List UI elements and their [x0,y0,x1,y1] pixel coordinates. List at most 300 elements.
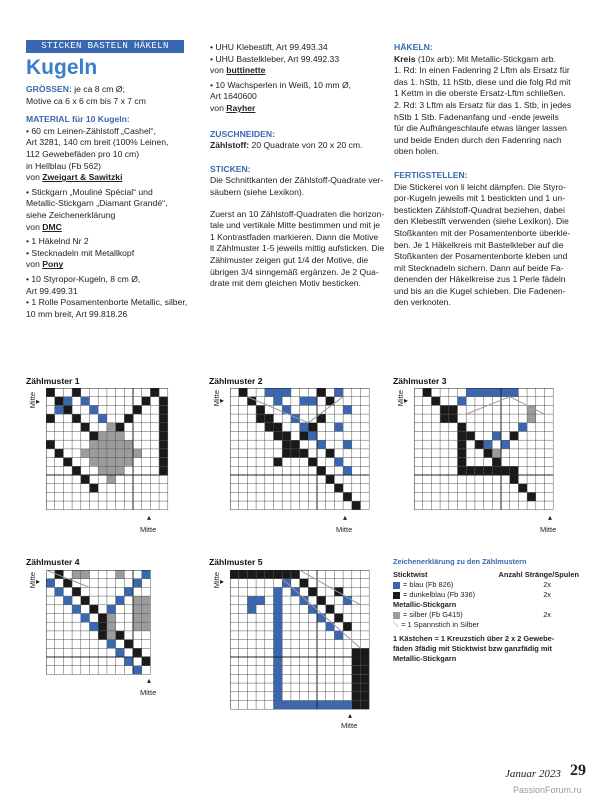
stitch-cell [466,432,475,441]
stitch-cell [274,587,283,596]
sticken-line: Zählmuster zeigen gut 1/4 der Motive, die [210,254,369,265]
stitch-cell [256,414,265,423]
stitch-cell [343,492,352,501]
stitch-cell [116,458,125,467]
stitch-cell [343,466,352,475]
stitch-cell [239,570,248,579]
sticken-line: 1 Kontrastfaden markieren. Dann die Motive [210,231,379,242]
stitch-cell [361,683,370,692]
stitch-cell [98,631,107,640]
stitch-cell [124,657,133,666]
haekeln-line: und beide Enden durch den Fadenring nach [394,134,562,145]
stitch-cell [484,449,493,458]
stitch-cell [116,631,125,640]
legend [393,557,583,664]
stitch-cell [361,692,370,701]
stitch-cell [230,570,239,579]
stitch-cell [326,605,335,614]
von-text: von [26,221,43,232]
stitch-cell [274,666,283,675]
sticken-line: übrigen 3/4 sinngemäß ergänzen. Je 2 Qua- [210,266,379,277]
stitch-cell [449,414,458,423]
stitch-cell [90,440,99,449]
stitch-cell [274,683,283,692]
stitch-cell [72,388,81,397]
stitch-cell [361,666,370,675]
material-line: 10 mm breit, Art 99.818.26 [26,308,128,319]
stitch-cell [159,458,168,467]
stitch-cell [265,423,274,432]
stitch-cell [282,405,291,414]
stitch-cell [81,423,90,432]
stitch-cell [133,405,142,414]
stitch-cell [518,423,527,432]
stitch-cell [72,466,81,475]
stitch-cell [116,449,125,458]
stitch-cell [274,640,283,649]
mitte-label: Mitte [341,721,358,730]
legend-note-line: Metallic-Stickgarn [393,654,457,663]
stitch-cell [458,397,467,406]
material-line: • Stickgarn „Mouliné Spécial“ und [26,186,153,197]
zuschneiden-text: 20 Quadrate von 20 x 20 cm. [249,140,363,151]
haekeln-head: HÄKELN: [394,42,433,52]
von-text: von [210,102,227,113]
zuschneiden-label: Zählstoff: [210,140,250,151]
stitch-cell [274,622,283,631]
stitch-cell [518,484,527,493]
mitte-label: Mitte [140,688,157,697]
stitch-cell [527,405,536,414]
page-number: 29 [570,762,586,779]
stitch-cell [63,397,72,406]
stitch-cell [133,666,142,675]
legend-count: 2x [543,590,551,599]
stitch-cell [352,666,361,675]
stitch-cell [458,423,467,432]
stitch-cell [308,701,317,710]
legend-row-blau [393,580,583,590]
legend-row-spannstich [393,620,583,630]
stitch-cell [291,449,300,458]
fertig-line: und bis an die Kugel schieben. Die Fadenen- [394,285,566,296]
legend-title: Zeichenerklärung zu den Zählmustern [393,557,527,566]
column-haekeln [394,42,579,309]
pattern-2-title: Zählmuster 2 [209,376,263,386]
stitch-cell [63,458,72,467]
stitch-cell [510,388,519,397]
stitch-cell [352,501,361,510]
stitch-cell [133,622,142,631]
stitch-cell [317,701,326,710]
stitch-cell [142,570,151,579]
legend-label: = blau (Fb 826) [403,580,454,589]
haekeln-line: 1 Kettm in die oberste Ersatz-Lftm schließen. [394,88,566,99]
stitch-cell [55,587,64,596]
zuschneiden-head: ZUSCHNEIDEN: [210,128,275,139]
stitch-cell [107,631,116,640]
stitch-cell [159,405,168,414]
stitch-cell [133,596,142,605]
pattern-4-grid [46,570,154,675]
stitch-cell [334,484,343,493]
material-line: • 60 cm Leinen-Zählstoff „Cashel“, [26,125,156,136]
legend-count: 2x [543,610,551,619]
stitch-cell [107,622,116,631]
legend-row-silber [393,610,583,620]
pattern-1-grid [46,388,170,512]
stitch-cell [107,466,116,475]
stitch-cell [274,674,283,683]
stitch-cell [142,657,151,666]
stitch-cell [247,397,256,406]
material-line: Art 99.499.31 [26,285,78,296]
stitch-cell [247,570,256,579]
mitte-label: Mitte [28,392,37,409]
stitch-cell [317,388,326,397]
stitch-cell [510,475,519,484]
legend-note-line: 1 Kästchen = 1 Kreuzstich über 2 x 2 Gewebe- [393,634,555,643]
stitch-cell [501,466,510,475]
stitch-cell [81,596,90,605]
stitch-cell [458,449,467,458]
stitch-cell [116,440,125,449]
stitch-cell [300,397,309,406]
stitch-cell [98,432,107,441]
brand-pony: Pony [42,259,64,270]
mitte-label: Mitte [212,390,221,407]
stitch-cell [317,596,326,605]
stitch-cell [265,570,274,579]
category-banner: STICKEN BASTELN HÄKELN [26,40,184,53]
stitch-cell [527,492,536,501]
stitch-cell [142,614,151,623]
pattern-3-grid [414,388,554,512]
stitch-cell [501,440,510,449]
stitch-cell [282,701,291,710]
stitch-cell [247,596,256,605]
pattern-2-grid [230,388,370,512]
stitch-cell [107,475,116,484]
swatch-silber-icon [393,612,400,619]
material-line: 112 Gewebefäden pro 10 cm) [26,148,140,159]
stitch-cell [510,432,519,441]
pattern-5-grid [230,570,370,710]
stitch-cell [107,640,116,649]
fertig-line: denenden der Häkelkreise zus 1 Perle fädeln [394,274,566,285]
pattern-5-title: Zählmuster 5 [209,557,263,567]
arrow-up-icon: ▴ [348,711,353,720]
stitch-cell [142,622,151,631]
stitch-cell [334,701,343,710]
material-line: • 1 Rolle Posamentenborte Metallic, silber, [26,297,188,308]
stitch-cell [274,605,283,614]
stitch-cell [291,587,300,596]
haekeln-line: 2. Rd: 3 Lftm als Ersatz für das 1. Stb, in jedes [394,99,572,110]
material-line: Metallic-Stickgarn „Diamant Grandé“, [26,198,168,209]
stitch-cell [308,458,317,467]
stitch-cell [107,432,116,441]
stitch-cell [274,423,283,432]
stitch-cell [274,596,283,605]
stitch-cell [116,466,125,475]
stitch-cell [274,614,283,623]
arrow-up-icon: ▴ [548,513,553,522]
material-line: • Stecknadeln mit Metallkopf [26,247,135,258]
stitch-cell [274,657,283,666]
brand-rayher: Rayher [226,102,256,113]
haekeln-line: das 1. hStb, 11 hStb, diese und die folg Rd mit [394,76,571,87]
stitch-cell [90,605,99,614]
fertig-line: den Klebestift verwenden (siehe Lexikon). Die [394,216,569,227]
stitch-cell [274,692,283,701]
stitch-cell [142,605,151,614]
brand-buttinette: buttinette [226,65,266,76]
stitch-cell [239,388,248,397]
groessen-line2: Motive ca 6 x 6 cm bis 7 x 7 cm [26,95,146,106]
stitch-cell [274,397,283,406]
stitch-cell [159,466,168,475]
stitch-cell [300,449,309,458]
kreis-label: Kreis [394,53,416,64]
stitch-cell [90,449,99,458]
stitch-cell [282,440,291,449]
stitch-cell [466,388,475,397]
material-line: siehe Zeichenerklärung [26,209,116,220]
legend-header [393,570,583,580]
stitch-cell [326,449,335,458]
material-line: • UHU Bastelkleber, Art 99.492.33 [210,53,340,64]
stitch-cell [107,423,116,432]
material-line: Art 1640600 [210,91,257,102]
stitch-cell [343,440,352,449]
stitch-cell [274,631,283,640]
stitch-cell [150,388,159,397]
stitch-cell [256,596,265,605]
fertig-line: bestickten Zählstoff-Quadrat beziehen, dabei [394,204,565,215]
stitch-cell [282,432,291,441]
sticken-line: drate mit dem gleichen Motiv besticken. [210,278,361,289]
legend-row-dunkelblau [393,590,583,600]
stitch-cell [475,440,484,449]
stitch-cell [361,648,370,657]
von-text: von [210,65,227,76]
stitch-cell [361,674,370,683]
fertig-head: FERTIGSTELLEN: [394,169,468,180]
arrow-right-icon: ▸ [36,397,41,406]
stitch-cell [159,449,168,458]
brand-dmc: DMC [42,221,62,232]
swatch-dunkelblau-icon [393,592,400,599]
sticken-line: tale und vertikale Mitte bestimmen und mit je [210,220,381,231]
arrow-right-icon: ▸ [220,396,225,405]
stitch-cell [300,701,309,710]
stitch-cell [274,701,283,710]
stitch-cell [334,587,343,596]
stitch-cell [300,423,309,432]
stitch-cell [484,388,493,397]
kreis-text: (10x arb): Mit Metallic-Stickgarn arb. [415,53,556,64]
stitch-cell [343,405,352,414]
stitch-cell [282,449,291,458]
stitch-cell [466,466,475,475]
stitch-cell [133,579,142,588]
brand-zweigart: Zweigart & Sawitzki [42,172,123,183]
stitch-cell [63,596,72,605]
page-title: Kugeln [26,56,98,79]
stitch-cell [527,414,536,423]
arrow-right-icon: ▸ [36,577,41,586]
arrow-right-icon: ▸ [220,577,225,586]
legend-note-line: fäden 3fädig mit Sticktwist bzw ganzfädig mit [393,644,552,653]
fertig-line: ben. Je 1 Häkelkreis mit Bastelkleber auf die [394,239,564,250]
stitch-cell [352,701,361,710]
stitch-cell [124,458,133,467]
arrow-up-icon: ▴ [147,513,152,522]
stitch-cell [46,388,55,397]
stitch-cell [107,458,116,467]
stitch-cell [98,466,107,475]
material-line: • 10 Wachsperlen in Weiß, 10 mm Ø, [210,79,352,90]
stitch-cell [133,614,142,623]
stitch-cell [334,423,343,432]
stitch-cell [291,570,300,579]
stitch-cell [124,640,133,649]
stitch-cell [274,388,283,397]
stitch-cell [352,648,361,657]
stitch-cell [334,388,343,397]
stitch-cell [72,414,81,423]
stitch-cell [98,622,107,631]
sticken-line: Die Schnittkanten der Zählstoff-Quadrate ver- [210,175,384,186]
stitch-cell [256,405,265,414]
stitch-cell [55,397,64,406]
mitte-label: Mitte [540,525,557,534]
stitch-cell [326,701,335,710]
stitch-cell [159,440,168,449]
material-head: MATERIAL für 10 Kugeln: [26,114,130,125]
stitch-cell [484,466,493,475]
stitch-cell [308,423,317,432]
groessen-label: GRÖSSEN: [26,84,72,94]
stitch-cell [361,701,370,710]
stitch-cell [98,458,107,467]
stitch-cell [458,440,467,449]
stitch-cell [343,622,352,631]
stitch-cell [133,605,142,614]
material-line: • 10 Styropor-Kugeln, 8 cm Ø, [26,273,141,284]
stitch-cell [334,614,343,623]
stitch-cell [361,657,370,666]
stitch-cell [81,570,90,579]
stitch-cell [484,440,493,449]
stitch-cell [352,692,361,701]
stitch-cell [90,432,99,441]
sticken-line: lt Zählmuster 1-5 jeweils mittig aufsticken. Die [210,243,385,254]
material-line: in Hellblau (Fb 562) [26,160,101,171]
mitte-label: Mitte [140,525,157,534]
stitch-cell [72,570,81,579]
stitch-cell [326,475,335,484]
stitch-cell [124,449,133,458]
stitch-cell [300,432,309,441]
swatch-blau-icon [393,582,400,589]
stitch-cell [308,587,317,596]
stitch-cell [133,648,142,657]
stitch-cell [116,432,125,441]
stitch-cell [440,414,449,423]
sticken-line: säubern (siehe Lexikon). [210,186,305,197]
stitch-cell [510,466,519,475]
stitch-cell [431,397,440,406]
stitch-cell [107,440,116,449]
stitch-cell [343,701,352,710]
stitch-cell [265,414,274,423]
stitch-cell [475,466,484,475]
stitch-cell [55,405,64,414]
stitch-cell [458,466,467,475]
stitch-cell [90,405,99,414]
stitch-cell [116,423,125,432]
stitch-cell [81,614,90,623]
stitch-cell [124,587,133,596]
stitch-cell [291,701,300,710]
stitch-cell [46,414,55,423]
legend-col-a: Sticktwist [393,570,428,579]
stitch-cell [308,397,317,406]
stitch-cell [72,605,81,614]
stitch-cell [116,596,125,605]
stitch-cell [142,397,151,406]
spannstich-line-icon: ⟍ [393,620,399,629]
stitch-cell [492,458,501,467]
stitch-cell [81,449,90,458]
stitch-cell [46,579,55,588]
watermark: PassionForum.ru [513,785,582,795]
stitch-cell [124,414,133,423]
legend-metallic-head: Metallic-Stickgarn [393,600,457,609]
mitte-label: Mitte [396,390,405,407]
stitch-cell [492,432,501,441]
stitch-cell [159,414,168,423]
legend-note [393,634,583,664]
fertig-line: Stoßkanten der Posamentenborte kleben und [394,251,568,262]
stitch-cell [317,440,326,449]
stitch-cell [282,388,291,397]
stitch-cell [282,570,291,579]
stitch-cell [423,388,432,397]
stitch-cell [492,466,501,475]
haekeln-line: 1. Rd: In einen Fadenring 2 Lftm als Ersatz für [394,65,570,76]
stitch-cell [63,405,72,414]
stitch-cell [265,388,274,397]
haekeln-line: oben holen. [394,146,439,157]
stitch-cell [308,432,317,441]
legend-label: = dunkelblau (Fb 336) [403,590,476,599]
von-text: von [26,259,43,270]
stitch-cell [159,397,168,406]
stitch-cell [107,614,116,623]
stitch-cell [98,614,107,623]
sticken-head: STICKEN: [210,163,251,174]
stitch-cell [124,440,133,449]
fertig-line: Die Stickerei von li leicht dämpfen. Die Styro- [394,181,566,192]
material-line: Art 3281, 140 cm breit (100% Leinen, [26,137,169,148]
stitch-cell [492,449,501,458]
stitch-cell [352,674,361,683]
stitch-cell [46,440,55,449]
stitch-cell [274,458,283,467]
